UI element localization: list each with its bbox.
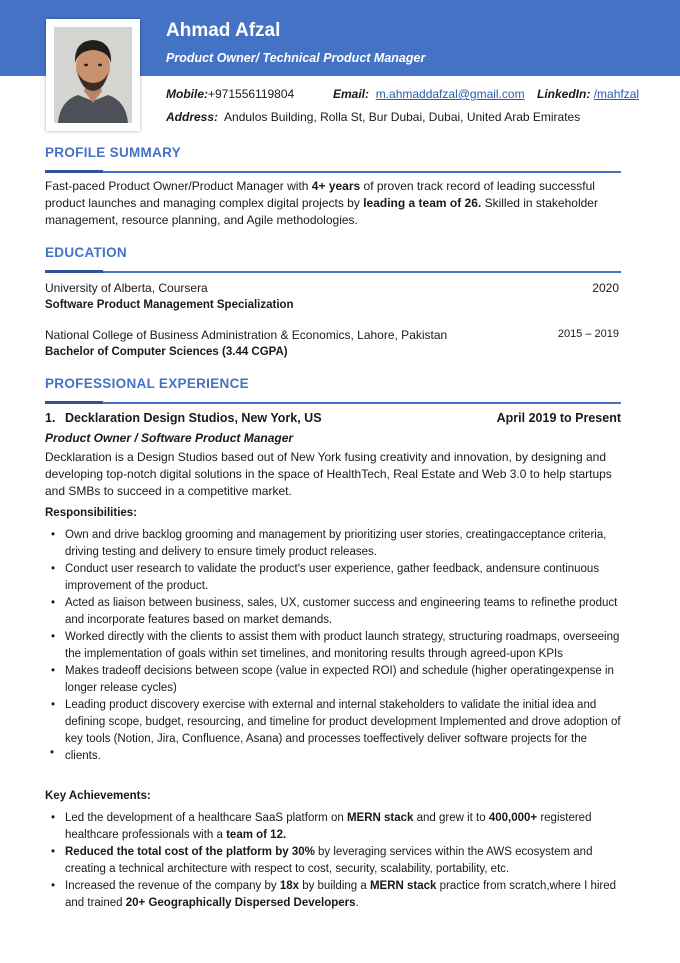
linkedin-label: LinkedIn:: [537, 87, 591, 101]
degree: Software Product Management Specialization: [45, 299, 294, 311]
experience-heading: PROFESSIONAL EXPERIENCE: [45, 376, 249, 391]
bullet-dot: •: [50, 747, 55, 759]
responsibilities-list: [45, 527, 623, 765]
achievement-text: Led the development of a healthcare SaaS platform on: [65, 812, 347, 824]
achievement-highlight: 20+ Geographically Dispersed Developers: [125, 897, 356, 909]
responsibilities-heading: Responsibilities:: [45, 507, 138, 519]
contact-address: [166, 110, 580, 124]
summary-text-part: of proven track record of leading successful product launches and managing complex digital projects by: [45, 179, 595, 210]
mobile-value: +971556119804: [208, 87, 295, 101]
achievements-heading: Key Achievements:: [45, 790, 151, 802]
achievement-text: registered healthcare professionals with a: [65, 812, 592, 841]
contact-email: [333, 87, 525, 101]
degree: Bachelor of Computer Sciences (3.44 CGPA): [45, 346, 288, 358]
job-header: [45, 411, 621, 425]
summary-text-part: Fast-paced Product Owner/Product Manager with: [45, 179, 312, 193]
achievement-text: by building a: [299, 880, 370, 892]
achievement-highlight: 18x: [279, 880, 299, 892]
address-label: Address:: [166, 110, 219, 124]
institution: University of Alberta, Coursera: [45, 281, 208, 295]
achievement-highlight: 400,000+: [488, 812, 538, 824]
institution: National College of Business Administration & Economics, Lahore, Pakistan: [45, 328, 448, 342]
list-item: • Acted as liaison between business, sales, UX, customer success and engineering teams to refinethe product and incorporate features based on market demands.: [45, 595, 623, 629]
portrait-icon: [54, 27, 132, 123]
list-item: • Leading product discovery exercise with external and internal stakeholders to validate the initial idea and defining scope, budget, resourcing, and timeline for product development Implemented and drove adoption of key tools (Notion, Jira, Confluence, Asana) and processes toeffectively deliver software projects for the clients.: [45, 697, 623, 765]
education-year: 2020: [592, 281, 619, 295]
list-item: • Worked directly with the clients to assist them with product launch strategy, structuring roadmaps, overseeing the implementation of goals within set timelines, and monitoring results through agreed-upon KPIs: [45, 629, 623, 663]
summary-text-part: Skilled in stakeholder management, resource planning, and Agile methodologies.: [45, 196, 598, 227]
education-year: 2015 – 2019: [557, 328, 619, 340]
job-dates: April 2019 to Present: [496, 411, 621, 425]
achievement-highlight: MERN stack: [369, 880, 437, 892]
job-number: 1.: [45, 411, 56, 425]
list-item: [45, 878, 623, 912]
contact-mobile: [166, 87, 294, 101]
candidate-name: Ahmad Afzal: [166, 20, 281, 41]
section-divider: [45, 402, 621, 404]
list-item: • Makes tradeoff decisions between scope (value in expected ROI) and schedule (higher operatingexpense in longer release cycles): [45, 663, 623, 697]
profile-summary-heading: PROFILE SUMMARY: [45, 145, 181, 160]
achievement-highlight: MERN stack: [346, 812, 414, 824]
achievement-text: and grew it to: [413, 812, 489, 824]
achievement-highlight: team of 12.: [226, 829, 287, 841]
candidate-title: Product Owner/ Technical Product Manager: [166, 51, 426, 65]
summary-highlight: 4+ years: [311, 179, 361, 193]
education-entry: [45, 328, 621, 342]
linkedin-link[interactable]: /mahfzal: [593, 87, 640, 101]
profile-photo: [54, 27, 132, 123]
contact-linkedin: [537, 87, 639, 101]
summary-highlight: leading a team of 26.: [363, 196, 482, 210]
email-label: Email:: [333, 87, 370, 101]
achievement-text: by leveraging services within the AWS ecosystem and creating a technical architecture with respect to cost, security, scalability, portability, etc.: [65, 846, 593, 875]
address-value: Andulos Building, Rolla St, Bur Dubai, Dubai, United Arab Emirates: [224, 110, 581, 124]
email-link[interactable]: m.ahmaddafzal@gmail.com: [375, 87, 525, 101]
list-item: • Conduct user research to validate the product's user experience, gather feedback, andensure continuous improvement of the product.: [45, 561, 623, 595]
job-company: Decklaration Design Studios, New York, US: [65, 411, 322, 425]
list-item: [45, 844, 623, 878]
section-divider: [45, 171, 621, 173]
achievement-text: .: [355, 897, 359, 909]
list-item: [45, 810, 623, 844]
mobile-label: Mobile:: [166, 87, 208, 101]
achievement-text: Increased the revenue of the company by: [65, 880, 280, 892]
job-role: Product Owner / Software Product Manager: [45, 431, 294, 445]
profile-summary-text: [45, 178, 623, 229]
achievements-list: [45, 810, 623, 912]
section-divider: [45, 271, 621, 273]
education-heading: EDUCATION: [45, 245, 127, 260]
achievement-text: practice from scratch,where I hired and trained: [65, 880, 617, 909]
achievement-highlight: Reduced the total cost of the platform by 30%: [65, 846, 315, 858]
list-item: • Own and drive backlog grooming and management by prioritizing user stories, creatingacceptance criteria, driving testing and delivery to ensure timely product releases.: [45, 527, 623, 561]
education-entry: [45, 281, 621, 295]
job-description: Decklaration is a Design Studios based out of New York fusing creativity and innovation, by designing and developing top-notch digital solutions in the space of HealthTech, Real Estate and Web 3.0 to help startups and SMBs to succeed in a competitive market.: [45, 450, 612, 498]
